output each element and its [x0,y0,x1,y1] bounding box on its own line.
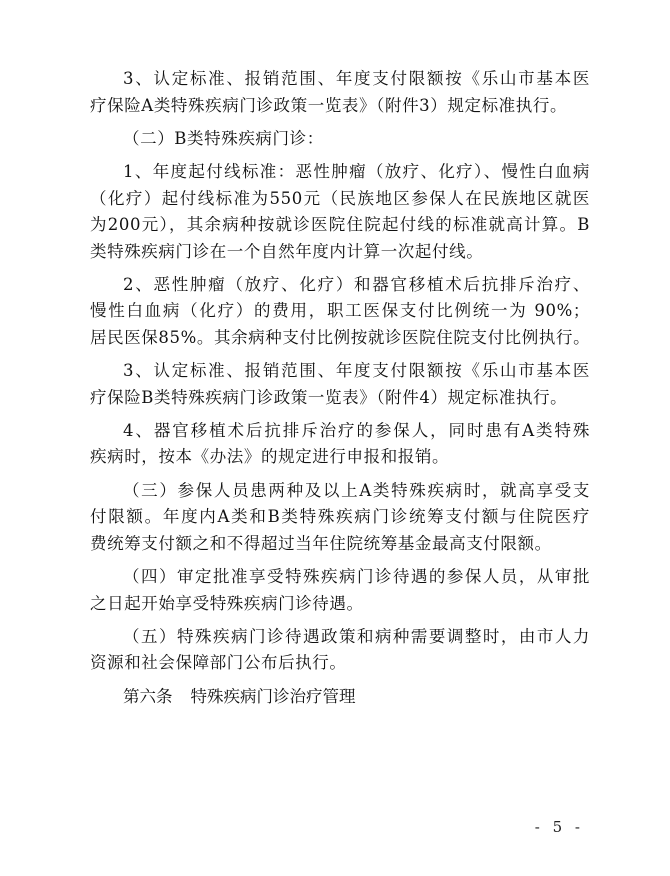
article-heading [90,684,590,711]
text-line: 居民医保85%。其余病种支付比例按就诊医院住院支付比例执行。 [90,327,591,347]
text-line: 为200元），其余病种按就诊医院住院起付线的标准就高计算。B [90,215,590,235]
article-title: 特殊疾病门诊治疗管理 [190,686,356,706]
paragraph-multiple-diseases [90,478,590,558]
paragraph-a-class-criteria [90,66,590,119]
text-line: 疗保险A类特殊疾病门诊政策一览表》（附件3）规定标准执行。 [90,95,568,115]
section-heading-b-class [90,126,590,153]
text-line: （五）特殊疾病门诊待遇政策和病种需要调整时，由市人力 [123,626,590,646]
text-line: 之日起开始享受特殊疾病门诊待遇。 [90,593,364,613]
paragraph-policy-adjustment [90,624,590,677]
paragraph-b-class-deductible [90,159,590,265]
text-line: 4、器官移植术后抗排斥治疗的参保人，同时患有A类特殊 [123,420,590,440]
paragraph-b-class-criteria [90,358,590,411]
text-line: 3、认定标准、报销范围、年度支付限额按《乐山市基本医 [123,69,590,88]
paragraph-organ-transplant [90,418,590,471]
text-line: 类特殊疾病门诊在一个自然年度内计算一次起付线。 [90,241,484,261]
text-line: 资源和社会保障部门公布后执行。 [90,653,347,673]
text-line: 2、恶性肿瘤（放疗、化疗）和器官移植术后抗排斥治疗、 [123,274,590,294]
text-line: 费统筹支付额之和不得超过当年住院统筹基金最高支付限额。 [90,533,552,553]
article-number: 第六条 [123,686,173,706]
text-line: 3、认定标准、报销范围、年度支付限额按《乐山市基本医 [123,361,590,381]
paragraph-approval-start [90,564,590,617]
text-line: （三）参保人员患两种及以上A类特殊疾病时，就高享受支 [123,480,590,500]
text-line: 付限额。年度内A类和B类特殊疾病门诊统筹支付额与住院医疗 [90,507,590,527]
text-line: （化疗）起付线标准为550元（民族地区参保人在民族地区就医 [90,188,590,208]
text-line: （二）B类特殊疾病门诊： [123,128,324,148]
page-number: - 5 - [534,818,584,836]
text-line: 疗保险B类特殊疾病门诊政策一览表》（附件4）规定标准执行。 [90,387,568,407]
text-line: 疾病时，按本《办法》的规定进行申报和报销。 [90,447,450,467]
text-line: 1、年度起付线标准：恶性肿瘤（放疗、化疗）、慢性白血病 [123,162,590,182]
document-body [90,66,590,710]
text-line: 慢性白血病（化疗）的费用，职工医保支付比例统一为 90%； [90,301,590,321]
text-line: （四）审定批准享受特殊疾病门诊待遇的参保人员，从审批 [123,567,590,587]
paragraph-b-class-payment-ratio [90,272,590,352]
